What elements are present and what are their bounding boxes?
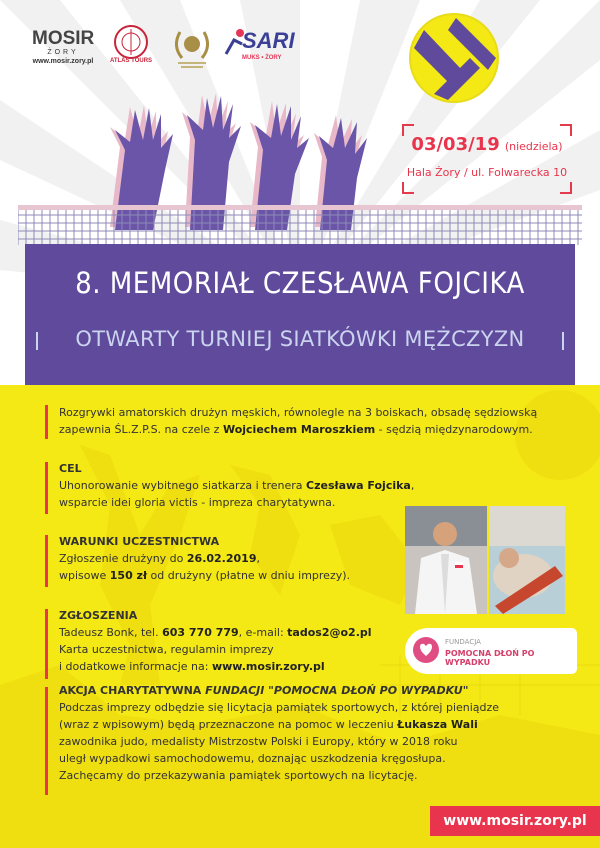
akcja-line-2 bbox=[59, 716, 559, 733]
fee-label: wpisowe bbox=[59, 569, 110, 582]
zgloszenia-line-1 bbox=[59, 624, 409, 641]
zgloszenia-line-2: Karta uczestnictwa, regulamin imprezy bbox=[59, 643, 274, 656]
mosir-logo-sub: ŻORY bbox=[47, 49, 79, 56]
logo-mosir bbox=[32, 28, 94, 68]
sari-logo-name: SARI bbox=[242, 28, 295, 53]
zgloszenia-line-3 bbox=[59, 658, 409, 675]
subtitle: OTWARTY TURNIEJ SIATKÓWKI MĘŻCZYZN bbox=[75, 327, 525, 351]
akcja-heading-text: AKCJA CHARYTATYWNA bbox=[59, 684, 206, 697]
zgloszenia-section bbox=[59, 607, 409, 675]
logo-atlas-tours bbox=[104, 24, 158, 70]
intro-line-2 bbox=[59, 421, 549, 438]
event-day: (niedziela) bbox=[504, 140, 563, 153]
helping-hand-icon bbox=[413, 637, 439, 663]
warunki-line-2 bbox=[59, 567, 409, 584]
intro-text-end: - sędzią międzynarodowym. bbox=[375, 423, 533, 436]
intro-text: zapewnia ŚL.Z.P.S. na czele z bbox=[59, 423, 223, 436]
akcja-line-4: uległ wypadkowi samochodowemu, doznając uszkodzenia kręgosłupa. bbox=[59, 752, 446, 765]
atlas-logo-name: ATLAS TOURS bbox=[109, 58, 153, 64]
warunki-comma: , bbox=[256, 552, 260, 565]
foundation-label: FUNDACJA bbox=[445, 638, 481, 646]
main-title: 8. MEMORIAŁ CZESŁAWA FOJCIKA bbox=[75, 266, 525, 300]
event-venue: Hala Żory / ul. Folwarecka 10 bbox=[406, 166, 568, 179]
intro-paragraph bbox=[59, 404, 549, 438]
referee-name: Wojciechem Maroszkiem bbox=[222, 423, 376, 436]
volleyball-icon bbox=[404, 8, 504, 108]
akcja-bar bbox=[45, 687, 48, 795]
intro-line-1: Rozgrywki amatorskich drużyn męskich, równolegle na 3 boiskach, obsadę sędziowską bbox=[59, 406, 538, 419]
fee-amount: 150 zł bbox=[109, 569, 148, 582]
sari-logo-sub: MUKS • ŻORY bbox=[242, 55, 282, 61]
warunki-line-1 bbox=[59, 550, 409, 567]
cel-line-2: wsparcie idei gloria victis - impreza charytatywna. bbox=[59, 496, 336, 509]
zgloszenia-bar bbox=[45, 609, 48, 679]
cel-line-1 bbox=[59, 477, 439, 494]
frame-corner-bottom-right bbox=[560, 182, 572, 194]
akcja-line-5: Zachęcamy do przekazywania pamiątek sportowych na licytację. bbox=[59, 769, 418, 782]
warunki-text: Zgłoszenie drużyny do bbox=[59, 552, 187, 565]
intro-bar bbox=[45, 405, 48, 439]
contact-phone[interactable]: 603 770 779 bbox=[162, 626, 239, 639]
cel-bar bbox=[45, 462, 48, 514]
event-date-box bbox=[402, 124, 572, 194]
akcja-line-1: Podczas imprezy odbędzie się licytacja pamiątek sportowych, z której pieniądze bbox=[59, 701, 500, 714]
honoree-name: Czesława Fojcika bbox=[306, 479, 411, 492]
info-text: i dodatkowe informacje na: bbox=[59, 660, 212, 673]
email-label: , e-mail: bbox=[238, 626, 288, 639]
akcja-line-3: zawodnika judo, medalisty Mistrzostw Polski i Europy, który w 2018 roku bbox=[59, 735, 458, 748]
cel-heading: CEL bbox=[59, 462, 82, 475]
volleyball-net bbox=[18, 205, 582, 245]
foundation-name: POMOCNA DŁOŃ PO WYPADKU bbox=[445, 649, 535, 667]
akcja-foundation-name: FUNDACJI "POMOCNA DŁOŃ PO WYPADKU" bbox=[205, 684, 469, 697]
registration-deadline: 26.02.2019 bbox=[186, 552, 257, 565]
event-date: 03/03/19 bbox=[411, 134, 500, 155]
frame-corner-bottom-left bbox=[402, 182, 414, 194]
warunki-bar bbox=[45, 535, 48, 587]
akcja-text: (wraz z wpisowym) będą przeznaczone na pomoc w leczeniu bbox=[59, 718, 398, 731]
cel-text: Uhonorowanie wybitnego siatkarza i trenera bbox=[59, 479, 307, 492]
contact-name: Tadeusz Bonk, tel. bbox=[59, 626, 163, 639]
zgloszenia-heading: ZGŁOSZENIA bbox=[59, 609, 138, 622]
warunki-section bbox=[59, 533, 409, 584]
logo-sari bbox=[222, 28, 294, 66]
title-band bbox=[25, 244, 575, 385]
event-date-line bbox=[402, 134, 572, 155]
cel-section bbox=[59, 460, 439, 511]
contact-email[interactable]: tados2@o2.pl bbox=[287, 626, 372, 639]
subtitle-right-tick bbox=[562, 332, 564, 350]
logo-association bbox=[170, 24, 214, 70]
beneficiary-name: Łukasza Wali bbox=[397, 718, 478, 731]
atlas-emblem-icon bbox=[104, 24, 158, 60]
akcja-section bbox=[59, 682, 559, 784]
mosir-logo-url: www.mosir.zory.pl bbox=[32, 58, 94, 65]
foundation-badge bbox=[405, 628, 577, 674]
cel-comma: , bbox=[410, 479, 415, 492]
mosir-logo-name: MOSIR bbox=[32, 28, 95, 49]
info-link[interactable]: www.mosir.zory.pl bbox=[211, 660, 325, 673]
website-link[interactable]: www.mosir.zory.pl bbox=[430, 806, 600, 836]
athlete-photos bbox=[405, 506, 565, 614]
warunki-heading: WARUNKI UCZESTNICTWA bbox=[59, 535, 220, 548]
wreath-emblem-icon bbox=[170, 24, 214, 70]
fee-note: od drużyny (płatne w dniu imprezy). bbox=[147, 569, 351, 582]
akcja-heading bbox=[59, 682, 559, 699]
